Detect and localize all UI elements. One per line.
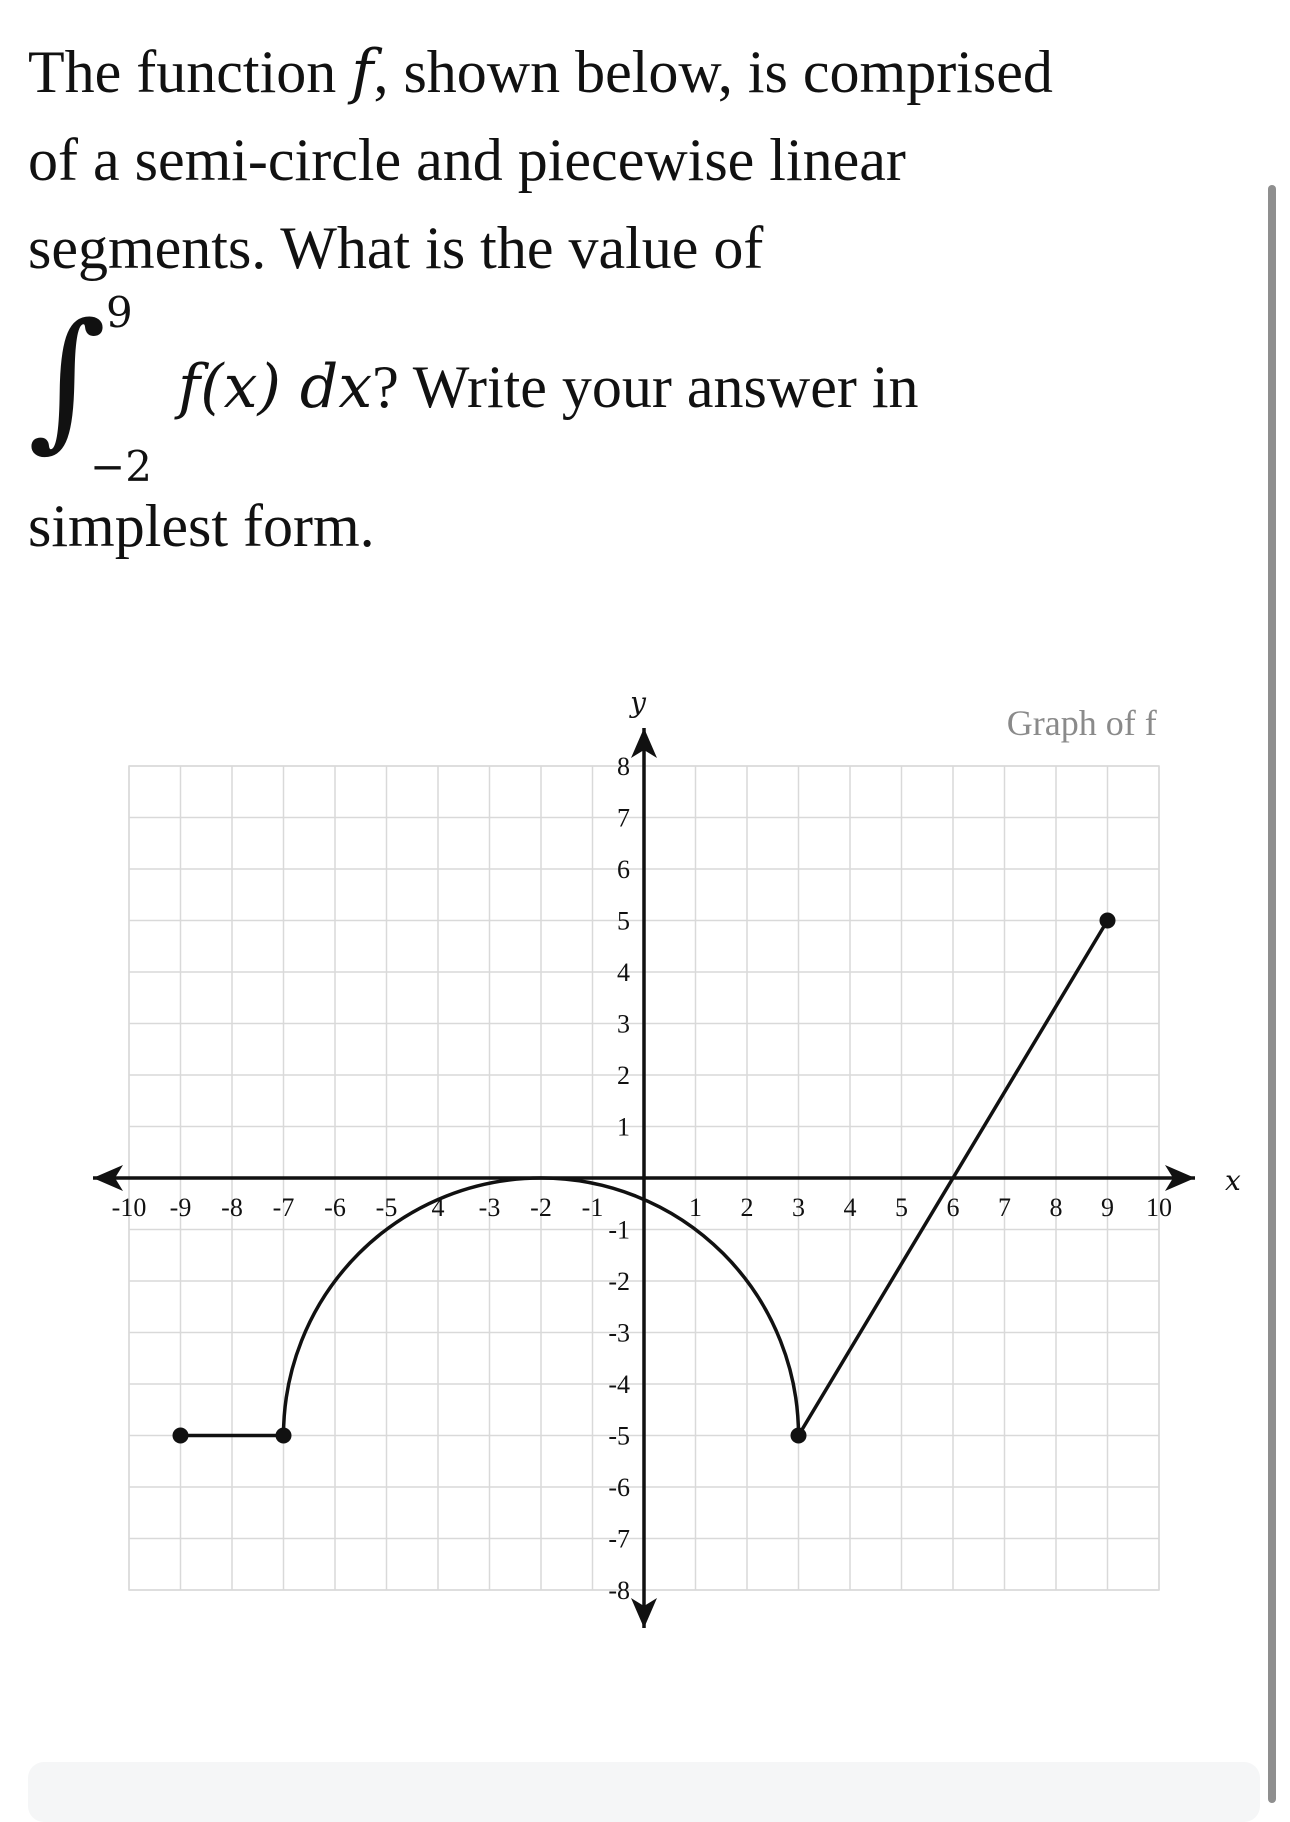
x-tick-label: -9 (169, 1193, 192, 1222)
question-line-4-end: ? Write your answer in (372, 354, 919, 420)
graph-of-f (0, 660, 1290, 1660)
y-tick-label: -6 (608, 1473, 630, 1502)
y-tick-label: -7 (608, 1524, 630, 1554)
x-tick-label: -6 (324, 1193, 346, 1222)
integral-lower-limit: −2 (90, 442, 152, 491)
x-tick-label: 8 (1049, 1193, 1063, 1222)
question-line-1-start: The function (28, 39, 352, 105)
x-tick-label: -10 (111, 1193, 147, 1222)
integral-upper-limit: 9 (106, 288, 133, 337)
y-tick-label: 7 (617, 803, 630, 833)
x-tick-label: 3 (792, 1193, 805, 1222)
x-tick-label: 6 (946, 1193, 960, 1222)
answer-input-area[interactable] (28, 1762, 1260, 1822)
y-tick-label: -1 (608, 1215, 630, 1245)
x-tick-label: 7 (998, 1193, 1011, 1222)
question-line-1 (28, 28, 1228, 116)
question-line-5: simplest form. (28, 493, 375, 559)
y-tick-label: -2 (608, 1267, 630, 1296)
y-tick-label: -3 (608, 1318, 630, 1348)
integral-sign: ∫ (28, 292, 107, 466)
function-endpoint (276, 1428, 292, 1444)
integrand-line (178, 347, 919, 427)
y-tick-label: -5 (608, 1421, 630, 1451)
function-endpoint (791, 1428, 807, 1444)
y-tick-label: 8 (617, 752, 630, 781)
x-tick-label: 10 (1146, 1193, 1172, 1222)
question-text (28, 28, 1228, 570)
function-endpoint (1100, 913, 1116, 929)
x-tick-label: -3 (478, 1193, 501, 1222)
x-tick-label: 4 (431, 1193, 445, 1222)
graph-svg (0, 660, 1290, 1660)
y-tick-label: 5 (617, 906, 630, 936)
y-axis-label: y (630, 686, 646, 719)
y-tick-label: 4 (617, 958, 630, 987)
y-tick-label: 6 (617, 855, 630, 884)
y-tick-label: 2 (617, 1061, 630, 1090)
question-line-2: of a semi-circle and piecewise linear (28, 127, 906, 193)
x-tick-label: -8 (221, 1193, 243, 1222)
function-endpoint (173, 1428, 189, 1444)
question-line-1-end: , shown below, is comprised (373, 39, 1053, 105)
x-axis-label: x (1225, 1164, 1241, 1197)
x-tick-label: -1 (581, 1193, 604, 1222)
function-symbol: f (351, 37, 374, 107)
x-tick-label: 1 (689, 1193, 702, 1222)
question-line-3: segments. What is the value of (28, 215, 764, 281)
x-tick-label: 2 (740, 1193, 754, 1222)
y-tick-label: -8 (608, 1576, 630, 1605)
x-tick-label: -5 (375, 1193, 398, 1222)
integral-expression (28, 288, 1228, 491)
y-tick-label: -4 (608, 1370, 630, 1399)
y-tick-label: 1 (617, 1112, 630, 1142)
x-tick-label: 9 (1101, 1193, 1114, 1222)
x-tick-label: -2 (530, 1193, 552, 1222)
x-tick-label: 4 (843, 1193, 857, 1222)
integrand: f(x) dx (178, 352, 373, 422)
scrollbar[interactable] (1268, 185, 1276, 1803)
graph-caption: Graph of f (1006, 703, 1157, 744)
x-tick-label: 5 (895, 1193, 908, 1222)
y-tick-label: 3 (617, 1009, 630, 1039)
x-tick-label: -7 (272, 1193, 295, 1222)
